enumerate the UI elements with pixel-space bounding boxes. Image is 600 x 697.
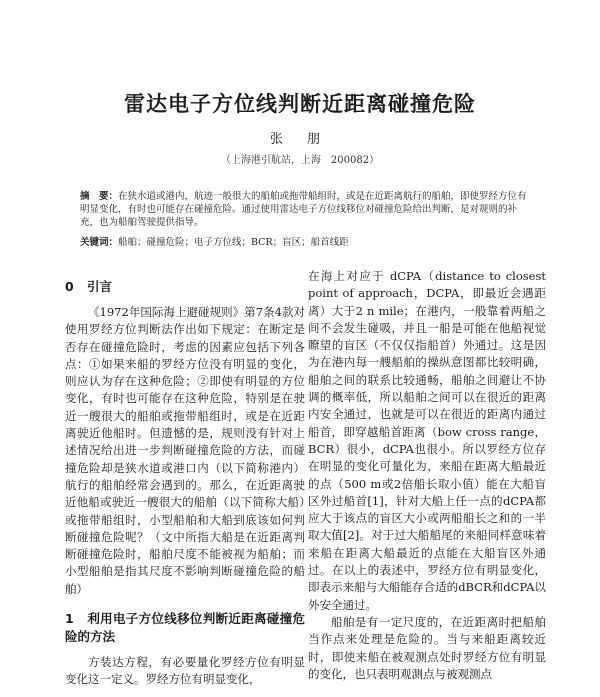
body-paragraph: 方装达方程，有必要量化罗经方位有明显变化这一定义。罗经方位有明显变化，	[65, 655, 305, 687]
abstract-label: 摘 要：	[80, 191, 119, 202]
right-column	[308, 268, 546, 683]
keywords-label: 关键词：	[80, 237, 119, 248]
author-name: 张 朋	[269, 132, 331, 147]
paper-title: 雷达电子方位线判断近距离碰撞危险	[124, 91, 476, 116]
body-paragraph: 在海上对应于 dCPA（distance to closest point of approach，DCPA，即最近会遇距离）大于2 n mile；在港内，一般靠着两船之间不会发生碰吸，并且一船是可能在他船视觉瞭望的盲区（不仅仅指船首）外通过。这是因为在港内每一艘船舶的操纵意图都比较明确，船舶之间的联系比较通畅，船舶之间避让不协调的概率低，所以船舶之间可以在很近的距离内安全通过，也就是可以在很近的距离内通过船首，即穿越船首距离（bow cross range，BCR）很小，dCPA也很小。所以罗经方位存在明显的变化可量化为，来船在距离大船最近的点（500 m或2倍船长取小值）能在大船盲区外过船首[1]，针对大船上任一点的dCPA都应大于该点的盲区大小或两船船长之和的一半取大值[2]。对于过大船船尾的来船同样意味着来船在距离大船最近的点能在大船盲区外通过。在以上的表述中，罗经方位有明显变化，即表示来船与大船能存合适的dBCR和dCPA以外安全通过。	[308, 269, 546, 612]
section-number: 0	[65, 279, 74, 294]
author-affiliation: （上海港引航站，上海 200082）	[220, 155, 380, 166]
abstract	[80, 190, 535, 229]
keywords-text: 船舶；碰撞危险；电子方位线；BCR；盲区；船首线距	[118, 237, 349, 248]
keywords	[80, 236, 535, 249]
section-title: 利用电子方位线移位判断近距离碰撞危险的方法	[65, 611, 305, 645]
left-column	[65, 268, 305, 689]
abstract-text: 在狭水道或港内，航迹一般很大的船舶或拖带船组时，或是在近距离航行的船舶，即使罗经方位有明显变化，有时也可能存在碰撞危险。通过使用雷达电子方位线移位对碰撞危险给出判断，是对规则的补充，也为船舶驾驶提供指导。	[80, 191, 527, 228]
section-title: 引言	[87, 279, 113, 294]
body-paragraph: 《1972年国际海上避碰规则》第7条4款对使用罗经方位判断法作出如下规定：在断定是否存在碰撞危险时，考虑的因素应包括下列各点：①如果来船的罗经方位没有明显的变化，则应认为存在这种危险；②即使有明显的方位变化，有时也可能存在这种危险，特别是在驶近一艘很大的船舶或拖带船组时，或是在近距离驶近他船时。但遗憾的是，规则没有针对上述情况给出进一步判断碰撞危险的方法，而碰撞危险却是狭水道或港口内（以下简称港内）航行的船舶经常会遇到的。那么，在近距离驶近他船或驶近一艘很大的船舶（以下简称大船）或拖带船组时，小型船舶和大船到底该如何判断碰撞危险呢？（文中所指大船是在近距离判断碰撞危险时，船舶尺度不能被视为船舶；而小型船舶是指其尺度不影响判断碰撞危险的船舶）	[65, 305, 305, 596]
section-heading-intro	[65, 278, 305, 296]
body-paragraph: 船舶是有一定尺度的，在近距离时把船舶当作点来处理是危险的。当与来船距离较近时，即使来船在被观测点处时罗经方位有明显的变化，也只表明观测点与被观测点	[308, 614, 546, 681]
section-number: 1	[65, 611, 74, 627]
section-heading-method	[65, 610, 305, 646]
